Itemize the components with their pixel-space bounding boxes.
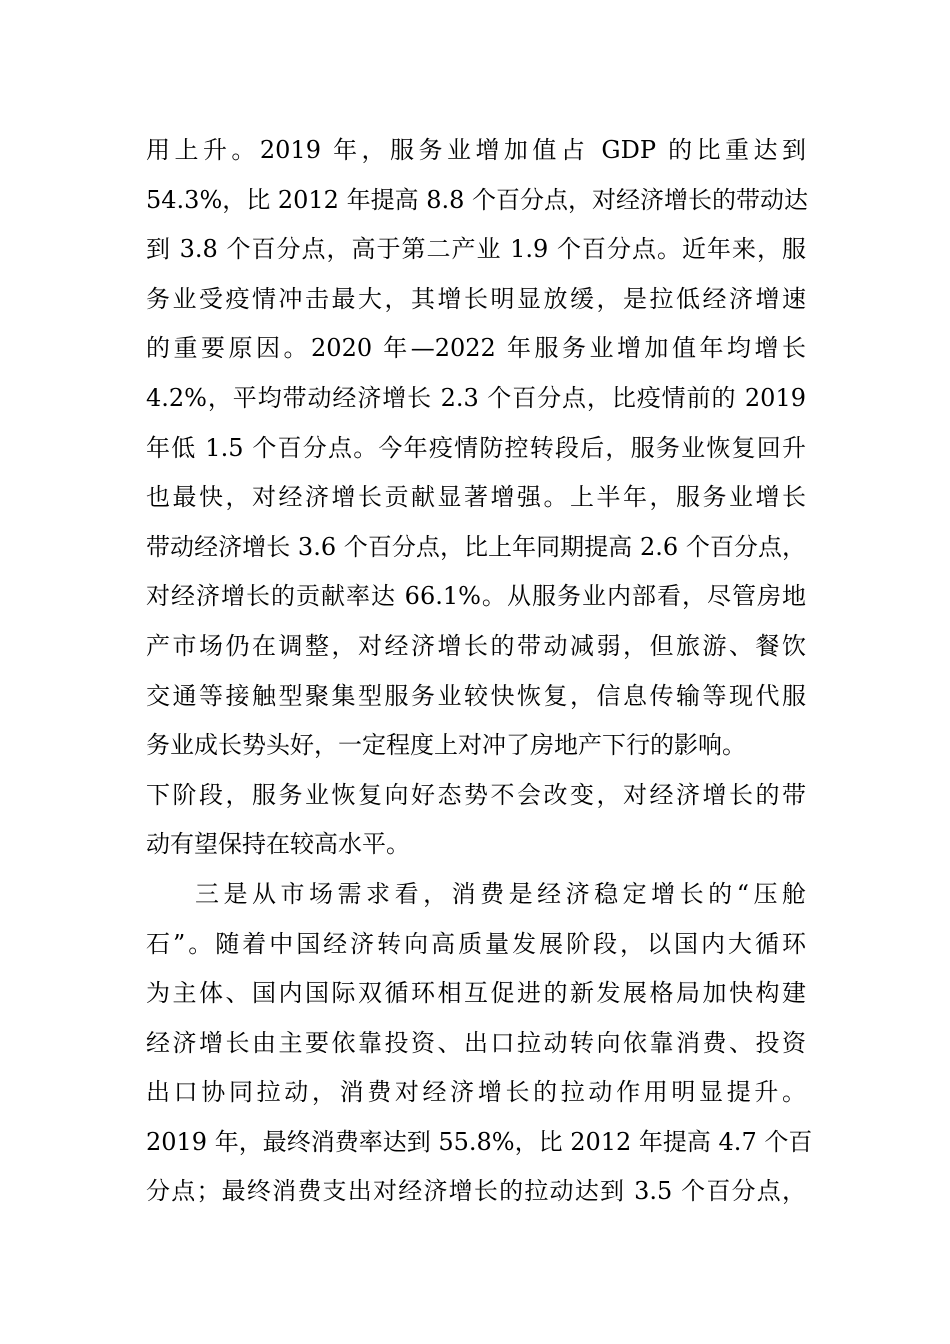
- text-line: 为主体、国内国际双循环相互促进的新发展格局加快构建: [146, 979, 806, 1008]
- text-line: 分点；最终消费支出对经济增长的拉动达到 3.5 个百分点，: [146, 1177, 806, 1206]
- text-line: 务业受疫情冲击最大，其增长明显放缓，是拉低经济增速: [146, 284, 806, 313]
- text-line: 用上升。2019 年，服务业增加值占 GDP 的比重达到: [146, 136, 806, 164]
- text-line: 对经济增长的贡献率达 66.1%。从服务业内部看，尽管房地: [146, 582, 806, 611]
- text-line: 产市场仍在调整，对经济增长的带动减弱，但旅游、餐饮: [146, 631, 806, 660]
- text-line: 石”。随着中国经济转向高质量发展阶段，以国内大循环: [146, 929, 806, 958]
- text-line: 的重要原因。2020 年—2022 年服务业增加值年均增长: [146, 334, 806, 363]
- text-line: 到 3.8 个百分点，高于第二产业 1.9 个百分点。近年来，服: [146, 235, 806, 264]
- text-line: 年低 1.5 个百分点。今年疫情防控转段后，服务业恢复回升: [146, 433, 806, 462]
- text-line: 交通等接触型聚集型服务业较快恢复，信息传输等现代服: [146, 681, 806, 710]
- text-line: 务业成长势头好，一定程度上对冲了房地产下行的影响。: [146, 731, 746, 760]
- text-line: 出口协同拉动，消费对经济增长的拉动作用明显提升。: [146, 1078, 806, 1107]
- body-text: [146, 126, 813, 1217]
- text-line: 54.3%，比 2012 年提高 8.8 个百分点，对经济增长的带动达: [146, 185, 809, 214]
- text-line: 4.2%，平均带动经济增长 2.3 个百分点，比疫情前的 2019: [146, 383, 806, 412]
- text-line: 下阶段，服务业恢复向好态势不会改变，对经济增长的带: [146, 780, 806, 809]
- text-line: 也最快，对经济增长贡献显著增强。上半年，服务业增长: [146, 483, 806, 512]
- text-line: 经济增长由主要依靠投资、出口拉动转向依靠消费、投资: [146, 1028, 806, 1057]
- text-line: 2019 年，最终消费率达到 55.8%，比 2012 年提高 4.7 个百: [146, 1127, 813, 1156]
- text-line: 动有望保持在较高水平。: [146, 830, 410, 859]
- paragraph-first-line: 三是从市场需求看，消费是经济稳定增长的“压舱: [195, 879, 806, 908]
- text-line: 带动经济增长 3.6 个百分点，比上年同期提高 2.6 个百分点，: [146, 532, 806, 561]
